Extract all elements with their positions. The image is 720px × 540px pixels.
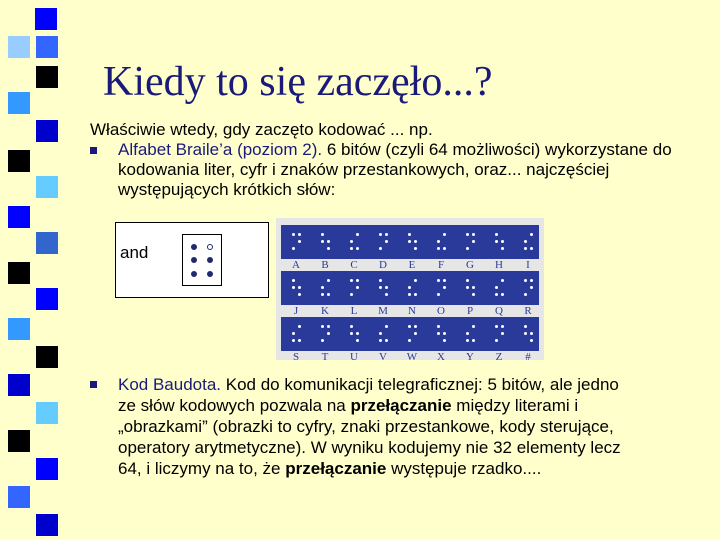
braille-chart-dot	[321, 339, 324, 342]
braille-chart-letter: W	[406, 351, 418, 363]
braille-chart-letter: S	[292, 351, 300, 363]
decor-square	[8, 430, 30, 452]
braille-chart-letter: U	[350, 351, 358, 363]
decor-square	[36, 176, 58, 198]
braille-chart-dot	[530, 247, 533, 250]
braille-chart-dot	[385, 325, 388, 328]
braille-description: 6 bitów (czyli 64 możliwości) wykorzystane do kodowania liter, cyfr i znaków przestankowych, oraz... najczęściej występujących krótkich słów:	[118, 140, 672, 199]
braille-chart-dot	[321, 293, 324, 296]
braille-dot-raised	[191, 257, 197, 263]
braille-chart-dot	[414, 293, 417, 296]
decor-square	[36, 120, 58, 142]
braille-chart-dot	[356, 286, 359, 289]
braille-chart-dot	[495, 339, 498, 342]
bullet-braille	[90, 140, 720, 200]
braille-chart-dot	[414, 332, 417, 335]
braille-chart-dot	[524, 240, 527, 243]
braille-chart-dot	[524, 325, 527, 328]
decor-square	[8, 150, 30, 172]
braille-chart-dot	[466, 247, 469, 250]
braille-chart-dot	[530, 279, 533, 282]
braille-chart-dot	[495, 240, 498, 243]
braille-chart-dot	[327, 293, 330, 296]
decor-square	[8, 92, 30, 114]
braille-chart-letter: A	[292, 259, 300, 271]
braille-chart-dot	[437, 332, 440, 335]
baudot-text-c: występuje rzadko....	[386, 459, 542, 478]
braille-chart-dot	[321, 240, 324, 243]
braille-chart-dot	[530, 233, 533, 236]
braille-chart-dot	[466, 286, 469, 289]
decor-square	[8, 206, 30, 228]
braille-chart-dot	[530, 332, 533, 335]
braille-chart-dot	[379, 247, 382, 250]
braille-chart-dot	[350, 293, 353, 296]
braille-chart-letter: R	[524, 305, 532, 317]
braille-chart-dot	[414, 279, 417, 282]
braille-chart-dot	[501, 279, 504, 282]
braille-chart-dot	[524, 293, 527, 296]
braille-chart-dot	[292, 286, 295, 289]
braille-chart-dot	[385, 240, 388, 243]
braille-chart-dot	[292, 279, 295, 282]
braille-chart-dot	[356, 279, 359, 282]
braille-chart-dot	[356, 332, 359, 335]
braille-chart-dot	[327, 279, 330, 282]
braille-chart-letter: Q	[495, 305, 503, 317]
braille-chart-dot	[466, 339, 469, 342]
braille-chart-letter: K	[321, 305, 329, 317]
braille-chart-dot	[443, 286, 446, 289]
braille-chart-dot	[379, 339, 382, 342]
braille-chart-dot	[466, 279, 469, 282]
braille-chart-letter: Y	[466, 351, 474, 363]
braille-chart-letter: #	[525, 351, 531, 363]
braille-chart-letter: M	[378, 305, 388, 317]
braille-chart-dot	[495, 325, 498, 328]
square-bullet-icon	[90, 381, 97, 388]
square-bullet-icon	[90, 147, 97, 154]
braille-chart-dot	[356, 247, 359, 250]
braille-chart-dot	[379, 286, 382, 289]
braille-chart-dot	[414, 325, 417, 328]
braille-chart-dot	[292, 233, 295, 236]
braille-chart-letter: B	[321, 259, 329, 271]
braille-chart-dot	[495, 286, 498, 289]
braille-chart-dot	[408, 325, 411, 328]
braille-chart-dot	[472, 233, 475, 236]
braille-alphabet-image	[276, 218, 544, 363]
braille-chart-letter: N	[408, 305, 416, 317]
braille-chart-dot	[501, 332, 504, 335]
decorative-square-strip	[0, 0, 64, 540]
braille-chart-letter: E	[408, 259, 416, 271]
braille-chart-dot	[443, 279, 446, 282]
braille-chart-dot	[379, 332, 382, 335]
braille-chart-dot	[350, 240, 353, 243]
braille-chart-dot	[298, 293, 301, 296]
braille-chart-dot	[385, 286, 388, 289]
braille-chart-dot	[437, 240, 440, 243]
example-word: and	[120, 243, 149, 262]
baudot-heading: Kod Baudota.	[118, 375, 222, 394]
braille-chart-dot	[385, 293, 388, 296]
intro-text: Właściwie wtedy, gdy zaczęto kodować ... np.	[90, 120, 433, 139]
braille-chart-dot	[495, 233, 498, 236]
braille-chart-letter: L	[350, 305, 358, 317]
braille-chart-dot	[327, 247, 330, 250]
braille-chart-dot	[501, 240, 504, 243]
braille-dot-raised	[207, 271, 213, 277]
decor-square	[36, 288, 58, 310]
braille-chart-dot	[472, 339, 475, 342]
braille-chart-letter: X	[437, 351, 445, 363]
braille-chart-dot	[437, 293, 440, 296]
braille-chart-letter: J	[293, 305, 299, 317]
braille-chart-dot	[443, 247, 446, 250]
braille-chart-dot	[443, 332, 446, 335]
braille-chart-dot	[524, 279, 527, 282]
braille-chart-dot	[298, 286, 301, 289]
braille-chart-dot	[385, 339, 388, 342]
baudot-bold-b: przełączanie	[285, 459, 387, 478]
braille-chart-dot	[501, 325, 504, 328]
braille-chart-dot	[327, 332, 330, 335]
braille-chart-dot	[292, 332, 295, 335]
decor-square	[36, 458, 58, 480]
decor-square	[36, 514, 58, 536]
slide-title: Kiedy to się zaczęło...?	[103, 59, 493, 105]
braille-dot-raised	[191, 271, 197, 277]
braille-chart-dot	[408, 293, 411, 296]
braille-chart-dot	[466, 233, 469, 236]
braille-chart-dot	[495, 293, 498, 296]
braille-chart-letter: F	[437, 259, 445, 271]
braille-chart-dot	[379, 279, 382, 282]
braille-chart-dot	[327, 240, 330, 243]
braille-chart-letter: Z	[495, 351, 503, 363]
decor-square	[36, 232, 58, 254]
braille-chart-dot	[321, 325, 324, 328]
decor-square	[36, 66, 58, 88]
braille-chart-dot	[321, 233, 324, 236]
braille-chart-dot	[327, 325, 330, 328]
decor-square	[36, 36, 58, 58]
braille-chart-dot	[350, 332, 353, 335]
braille-dot-raised	[207, 257, 213, 263]
braille-chart-dot	[408, 240, 411, 243]
braille-example-box	[115, 222, 269, 298]
braille-dot-raised	[191, 244, 197, 250]
braille-chart-dot	[524, 332, 527, 335]
braille-chart-letter: O	[437, 305, 445, 317]
braille-chart-letter: I	[526, 259, 530, 271]
decor-square	[8, 318, 30, 340]
braille-chart-dot	[298, 240, 301, 243]
braille-chart-dot	[298, 233, 301, 236]
braille-chart-dot	[443, 233, 446, 236]
decor-square	[8, 262, 30, 284]
braille-chart-dot	[385, 233, 388, 236]
braille-chart-dot	[466, 332, 469, 335]
bullet-baudot	[90, 374, 630, 479]
braille-chart-dot	[472, 325, 475, 328]
braille-chart-dot	[472, 240, 475, 243]
braille-chart-dot	[530, 286, 533, 289]
braille-chart-dot	[350, 279, 353, 282]
braille-chart-dot	[292, 247, 295, 250]
baudot-text-b: między literami i „obrazkami” (obrazki to cyfry, znaki przestankowe, kody sterujące, operatory arytmetyczne). W wyniku kodujemy nie 32 elementy lecz 64, i liczymy na to, że	[118, 396, 621, 478]
braille-chart-dot	[298, 325, 301, 328]
braille-chart-dot	[350, 247, 353, 250]
braille-dot-flat	[207, 244, 213, 250]
bullet-baudot-paragraph	[90, 374, 630, 479]
braille-chart-dot	[524, 247, 527, 250]
decor-square	[36, 346, 58, 368]
braille-chart-dot	[443, 339, 446, 342]
decor-square	[8, 374, 30, 396]
decor-square	[8, 36, 30, 58]
braille-chart-dot	[292, 339, 295, 342]
braille-chart-dot	[379, 233, 382, 236]
braille-chart-letter: D	[379, 259, 387, 271]
braille-chart-dot	[414, 247, 417, 250]
braille-chart-dot	[472, 286, 475, 289]
decor-square	[8, 486, 30, 508]
baudot-text-a: Kod do komunikacji telegraficznej: 5 bitów, ale jedno ze słów kodowych pozwala na	[118, 375, 619, 415]
braille-chart-dot	[437, 247, 440, 250]
braille-chart-dot	[321, 286, 324, 289]
braille-chart-dot	[350, 325, 353, 328]
slide-body	[90, 120, 720, 200]
decor-square	[35, 8, 57, 30]
braille-chart-dot	[501, 293, 504, 296]
braille-chart-letter: G	[466, 259, 474, 271]
braille-chart-dot	[414, 240, 417, 243]
braille-chart-letter: C	[350, 259, 358, 271]
braille-chart-letter: T	[321, 351, 329, 363]
braille-chart-dot	[408, 339, 411, 342]
braille-cell	[182, 234, 222, 286]
braille-chart-dot	[356, 233, 359, 236]
braille-chart-dot	[472, 293, 475, 296]
braille-chart-dot	[437, 325, 440, 328]
braille-chart-dot	[501, 247, 504, 250]
braille-chart-dot	[298, 339, 301, 342]
braille-heading: Alfabet Braile’a (poziom 2).	[118, 140, 323, 159]
braille-chart-letter: P	[466, 305, 474, 317]
baudot-bold-a: przełączanie	[350, 396, 452, 415]
braille-chart-dot	[356, 339, 359, 342]
braille-chart-letter: V	[379, 351, 387, 363]
braille-chart-dot	[530, 339, 533, 342]
braille-chart-dot	[408, 286, 411, 289]
braille-chart-letter: H	[495, 259, 503, 271]
decor-square	[36, 402, 58, 424]
braille-chart-dot	[437, 279, 440, 282]
braille-chart-dot	[408, 233, 411, 236]
